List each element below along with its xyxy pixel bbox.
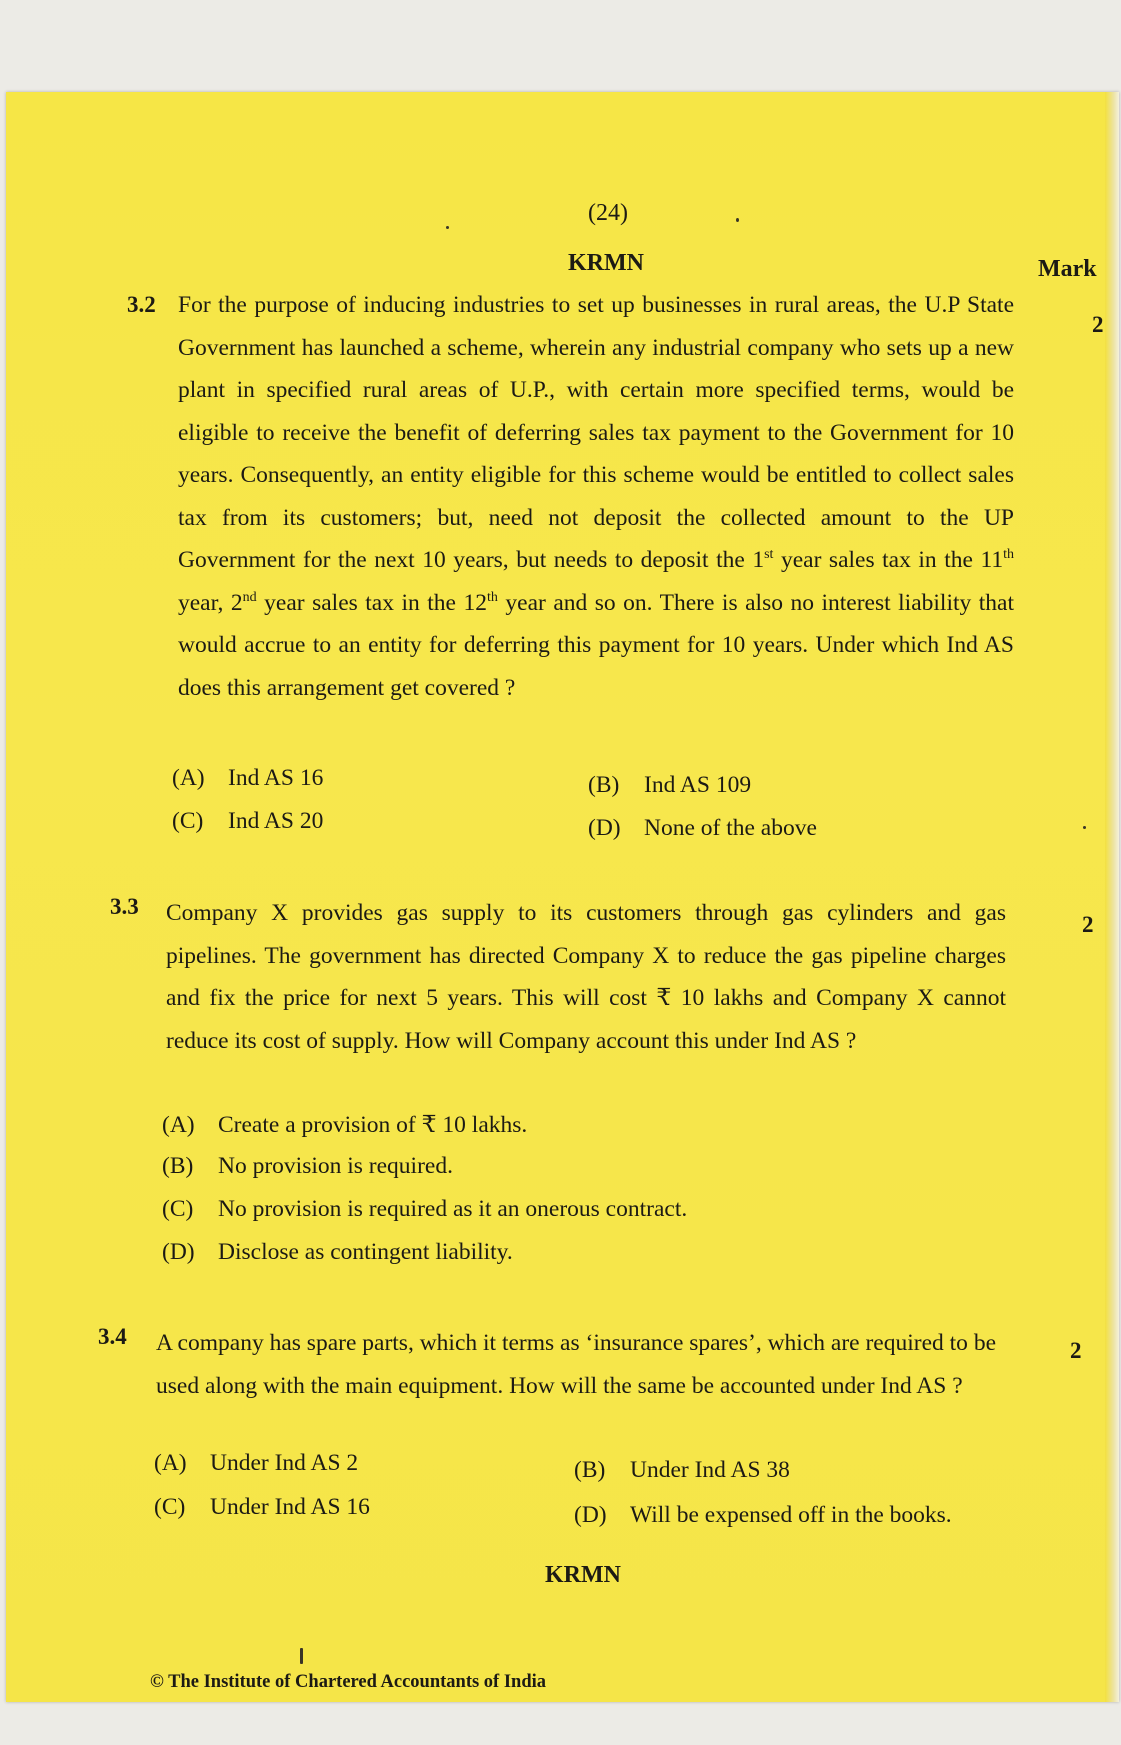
answer-option: (A) Create a provision of ₹ 10 lakhs. [162, 1112, 528, 1138]
question-number: 3.4 [98, 1324, 127, 1349]
scan-speck [446, 226, 449, 229]
answer-option: (C) No provision is required as it an onerous contract. [162, 1196, 688, 1222]
page-edge [1105, 92, 1119, 1702]
scan-speck [1083, 826, 1086, 829]
question-number: 3.2 [127, 292, 156, 317]
answer-option: (A) Ind AS 16 [172, 765, 324, 791]
question-number: 3.3 [110, 894, 139, 919]
question-marks: 2 [1092, 312, 1104, 337]
scan-speck [300, 1648, 303, 1664]
answer-option: (B) Under Ind AS 38 [574, 1457, 790, 1483]
marks-column-header: Mark [1038, 256, 1097, 282]
question-text: For the purpose of inducing industries to set up businesses in rural areas, the U.P State Government has launched a scheme, wherein any industrial company who sets up a new plant in specified rural areas of U.P., with certain more specified terms, would be eligible to receive the benefit of deferring sales tax payment to the Government for 10 years. Consequently, an entity eligible for this scheme would be entitled to collect sales tax from its customers; but, need not deposit the collected amount to the UP Government for the next 10 years, but needs to deposit the 1st year sales tax in the 11th year, 2nd year sales tax in the 12th year and so on. There is also no interest liability that would accrue to an entity for deferring this payment for 10 years. Under which Ind AS does this arrangement get covered ? [178, 292, 1015, 701]
answer-option: (C) Under Ind AS 16 [154, 1494, 370, 1520]
paper-code-footer: KRMN [545, 1562, 621, 1588]
page-number: (24) [588, 200, 628, 226]
answer-option: (A) Under Ind AS 2 [154, 1450, 359, 1476]
copyright-notice: © The Institute of Chartered Accountants of India [150, 1672, 547, 1692]
answer-option: (D) None of the above [588, 815, 817, 841]
question-text: Company X provides gas supply to its customers through gas cylinders and gas pipelines. The government has directed Company X to reduce the gas pipeline charges and fix the price for next 5 years. This will cost ₹ 10 lakhs and Company X cannot reduce its cost of supply. How will Company account this under Ind AS ? [166, 900, 1006, 1054]
paper-code-header: KRMN [568, 250, 644, 276]
question-marks: 2 [1082, 912, 1094, 937]
answer-option: (C) Ind AS 20 [172, 808, 324, 834]
question-text: A company has spare parts, which it terms as ‘insurance spares’, which are required to be used along with the main equipment. How will the same be accounted under Ind AS ? [156, 1330, 996, 1399]
answer-option: (D) Will be expensed off in the books. [574, 1502, 952, 1528]
answer-option: (B) Ind AS 109 [588, 772, 752, 798]
scan-speck [736, 218, 739, 222]
question-marks: 2 [1070, 1338, 1082, 1363]
answer-option: (D) Disclose as contingent liability. [162, 1239, 513, 1265]
answer-option: (B) No provision is required. [162, 1153, 453, 1179]
